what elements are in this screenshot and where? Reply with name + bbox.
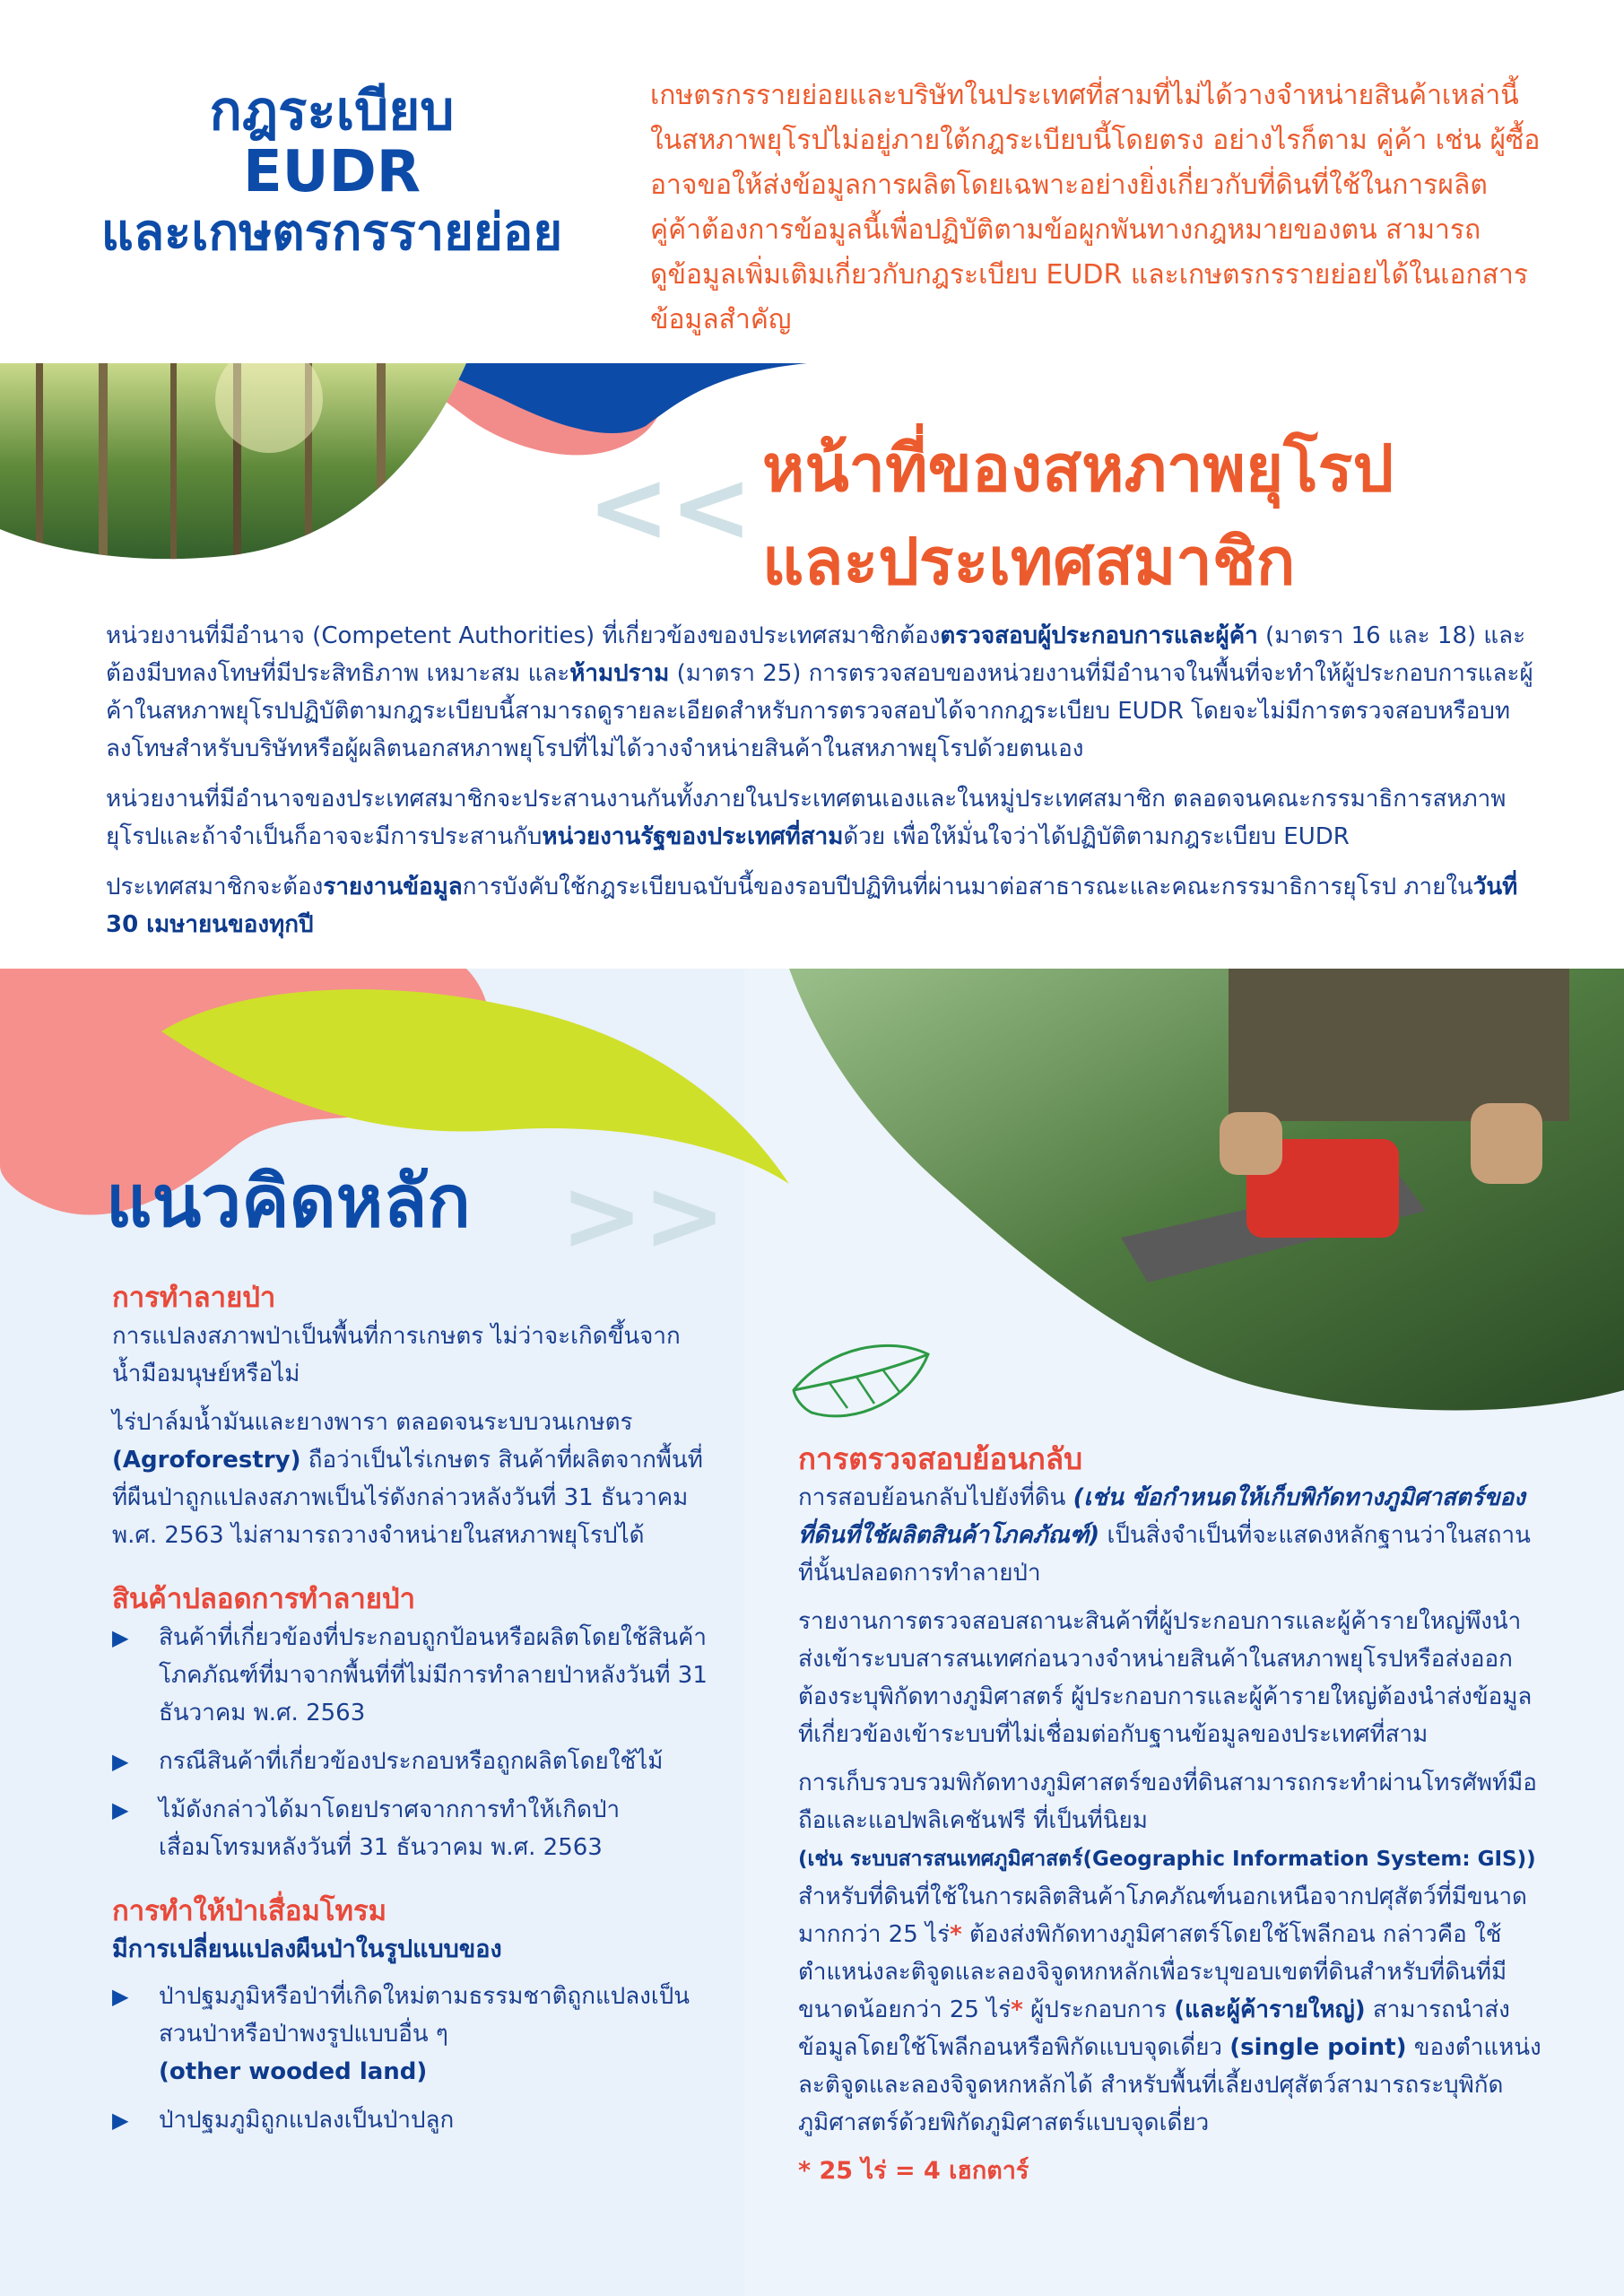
intro-line: คู่ค้าต้องการข้อมูลนี้เพื่อปฏิบัติตามข้อผูกพันทางกฎหมายของตน สามารถ [650,214,1481,246]
bold-span: รายงานข้อมูล [323,874,463,900]
list-item-text [159,1978,713,2091]
text-span: การเก็บรวบรวมพิกัดทางภูมิศาสตร์ของที่ดินสามารถกระทำผ่านโทรศัพท์มือถือและแอปพลิเคชันฟรี ที่เป็นที่นิยม [798,1770,1537,1834]
intro-line: ดูข้อมูลเพิ่มเติมเกี่ยวกับกฎระเบียบ EUDR และเกษตรกรรายย่อยได้ในเอกสาร [650,259,1528,291]
title-line-3: และเกษตรกรรายย่อย [100,204,563,262]
traceability-paragraph-3 [798,1764,1542,2142]
list-item [112,1619,713,1732]
footnote-star: * [1011,1996,1023,2023]
section1-title-line-1: หน้าที่ของสหภาพยุโรป [762,430,1394,506]
section1-paragraph-2 [106,780,1541,856]
intro-line: เกษตรกรรายย่อยและบริษัทในประเทศที่สามที่ไม่ได้วางจำหน่ายสินค้าเหล่านี้ [650,80,1519,111]
list-item-text: ป่าปฐมภูมิถูกแปลงเป็นป่าปลูก [159,2107,455,2134]
text-span: (มาตรา 25) การตรวจสอบของหน่วยงานที่มีอำนาจในพื้นที่จะทำให้ผู้ประกอบการและผู้ค้าในสหภาพยุโรปปฏิบัติตามกฎระเบียบนี้สามารถดูรายละเอียดสำหรับการตรวจสอบได้จากกฎระเบียบ EUDR โดยจะไม่มีการตรวจสอบหรือบทลงโทษสำหรับบริษัทหรือผู้ผลิตนอกสหภาพยุโรปที่ไม่ได้วางจำหน่ายสินค้าในสหภาพยุโรปด้วยตนเอง [106,660,1533,762]
main-title [36,81,628,264]
left-column [112,1278,713,2150]
list-item [112,1743,713,1780]
deforestation-paragraph-1: การแปลงสภาพป่าเป็นพื้นที่การเกษตร ไม่ว่าจะเกิดขึ้นจากน้ำมือมนุษย์หรือไม่ [112,1323,681,1387]
bold-span: (single point) [1229,2034,1407,2061]
bold-span: ตรวจสอบผู้ประกอบการและผู้ค้า [940,622,1258,649]
text-span: ไร่ปาล์มน้ำมันและยางพารา ตลอดจนระบบวนเกษตร [112,1409,633,1436]
bold-span: ห้ามปราม [569,660,670,687]
triangle-bullet-icon: ▶ [112,2108,129,2133]
footnote-star: * [950,1921,962,1948]
bold-span: (other wooded land) [159,2058,428,2085]
text-span: ด้วย เพื่อให้มั่นใจว่าได้ปฏิบัติตามกฎระเบียบ EUDR [843,823,1350,850]
bold-span: วันที่ 30 เมษายนของทุกปี [106,874,1518,938]
text-span: หน่วยงานที่มีอำนาจ (Competent Authorities) ที่เกี่ยวข้องของประเทศสมาชิกต้อง [106,622,941,649]
intro-text [650,74,1547,343]
text-span: เป็นสิ่งจำเป็นที่จะแสดงหลักฐานว่าในสถานที่นั้นปลอดการทำลายป่า [798,1522,1531,1587]
bold-span: (และผู้ค้ารายใหญ่) [1174,1996,1366,2023]
degradation-subheading: มีการเปลี่ยนแปลงผืนป่าในรูปแบบของ [112,1935,502,1963]
text-span: สามารถนำส่งข้อมูลโดยใช้โพลีกอนหรือพิกัดแบบจุดเดี่ยว [798,1996,1510,2061]
text-span: ผู้ประกอบการ [1022,1996,1175,2023]
title-line-2: EUDR [242,139,421,205]
deforestation-free-heading: สินค้าปลอดการทำลายป่า [112,1583,416,1615]
chevron-right-icon: >> [560,1158,726,1273]
section1-body [106,617,1541,956]
footnote: * 25 ไร่ = 4 เฮกตาร์ [798,2157,1029,2185]
intro-line: ข้อมูลสำคัญ [650,304,792,335]
leaf-icon [785,1336,937,1435]
triangle-bullet-icon: ▶ [112,1797,129,1822]
text-span: ต้องส่งพิกัดทางภูมิศาสตร์โดยใช้โพลีกอน กล่าวคือ ใช้ตำแหน่งละติจูดและลองจิจูดหกหลักเพื่อระบุขอบเขตที่ดินสำหรับที่ดินที่มีขนาดน้อยกว่า 25 ไร่ [798,1921,1507,2023]
bold-span: (Agroforestry) [112,1447,301,1474]
chevron-left-icon: << [587,449,753,564]
text-span: หน่วยงานที่มีอำนาจของประเทศสมาชิกจะประสานงานกันทั้งภายในประเทศตนเองและในหมู่ประเทศสมาชิก ตลอดจนคณะกรรมาธิการสหภาพยุโรปและถ้าจำเป็นก็อาจจะมีการประสานกับ [106,786,1507,850]
text-span: ประเทศสมาชิกจะต้อง [106,874,324,900]
text-span: (มาตรา 16 และ 18) และต้องมีบทลงโทษที่มีประสิทธิภาพ เหมาะสม และ [106,622,1526,687]
bold-span: หน่วยงานรัฐของประเทศที่สาม [542,823,844,850]
section1-paragraph-1 [106,617,1541,768]
text-span: ถือว่าเป็นไร่เกษตร สินค้าที่ผลิตจากพื้นที่ที่ผืนป่าถูกแปลงสภาพเป็นไร่ดังกล่าวหลังวันที่ 31 ธันวาคม พ.ศ. 2563 ไม่สามารถวางจำหน่ายในสหภาพยุโรปได้ [112,1447,703,1549]
right-column [798,1439,1542,2190]
list-item-text: สินค้าที่เกี่ยวข้องที่ประกอบถูกป้อนหรือผลิตโดยใช้สินค้าโภคภัณฑ์ที่มาจากพื้นที่ที่ไม่มีการทำลายป่าหลังวันที่ 31 ธันวาคม พ.ศ. 2563 [159,1624,708,1726]
text-span: การบังคับใช้กฎระเบียบฉบับนี้ของรอบปีปฏิทินที่ผ่านมาต่อสาธารณะและคณะกรรมาธิการยุโรป ภายใน [462,874,1473,900]
triangle-bullet-icon: ▶ [112,1984,129,2009]
section1-title [762,422,1587,608]
section1-title-line-2: และประเทศสมาชิก [762,524,1296,599]
intro-line: ในสหภาพยุโรปไม่อยู่ภายใต้กฎระเบียบนี้โดยตรง อย่างไรก็ตาม คู่ค้า เช่น ผู้ซื้อ [650,125,1541,156]
bold-span: (เช่น ข้อกำหนดให้เก็บพิกัดทางภูมิศาสตร์ของที่ดินที่ใช้ผลิตสินค้าโภคภัณฑ์) [798,1484,1525,1549]
triangle-bullet-icon: ▶ [112,1625,129,1650]
text-span: ป่าปฐมภูมิหรือป่าที่เกิดใหม่ตามธรรมชาติถูกแปลงเป็นสวนป่าหรือป่าพงรูปแบบอื่น ๆ [159,1983,690,2048]
deforestation-paragraph-2 [112,1404,713,1554]
triangle-bullet-icon: ▶ [112,1749,129,1774]
section1-paragraph-3 [106,868,1541,944]
list-item-text: กรณีสินค้าที่เกี่ยวข้องประกอบหรือถูกผลิตโดยใช้ไม้ [159,1748,664,1775]
bold-span: (เช่น ระบบสารสนเทศภูมิศาสตร์(Geographic Information System: GIS)) [798,1848,1536,1871]
list-item [112,1791,713,1866]
text-span: สำหรับที่ดินที่ใช้ในการผลิตสินค้าโภคภัณฑ์นอกเหนือจากปศุสัตว์ที่มีขนาดมากกว่า 25 ไร่ [798,1883,1527,1948]
section2-title: แนวคิดหลัก [106,1160,471,1243]
intro-line: อาจขอให้ส่งข้อมูลการผลิตโดยเฉพาะอย่างยิ่งเกี่ยวกับที่ดินที่ใช้ในการผลิต [650,170,1488,201]
traceability-paragraph-1 [798,1479,1542,1592]
deforestation-heading: การทำลายป่า [112,1282,276,1314]
traceability-heading: การตรวจสอบย้อนกลับ [798,1441,1083,1476]
traceability-paragraph-2: รายงานการตรวจสอบสถานะสินค้าที่ผู้ประกอบการและผู้ค้ารายใหญ่พึงนำส่งเข้าระบบสารสนเทศก่อนวางจำหน่ายสินค้าในสหภาพยุโรปหรือส่งออก ต้องระบุพิกัดทางภูมิศาสตร์ ผู้ประกอบการและผู้ค้ารายใหญ่ต้องนำส่งข้อมูลที่เกี่ยวข้องเข้าระบบที่ไม่เชื่อมต่อกับฐานข้อมูลของประเทศที่สาม [798,1608,1533,1748]
text-span: ของตำแหน่งละติจูดและลองจิจูดหกหลักได้ สำหรับพื้นที่เลี้ยงปศุสัตว์สามารถระบุพิกัดภูมิศาสตร์ด้วยพิกัดภูมิศาสตร์แบบจุดเดี่ยว [798,2034,1541,2136]
degradation-heading: การทำให้ป่าเสื่อมโทรม [112,1895,387,1927]
list-item [112,1978,713,2091]
list-item [112,2101,713,2139]
list-item-text: ไม้ดังกล่าวได้มาโดยปราศจากการทำให้เกิดป่าเสื่อมโทรมหลังวันที่ 31 ธันวาคม พ.ศ. 2563 [159,1796,621,1861]
title-line-1: กฎระเบียบ [209,80,455,143]
text-span: การสอบย้อนกลับไปยังที่ดิน [798,1484,1073,1511]
